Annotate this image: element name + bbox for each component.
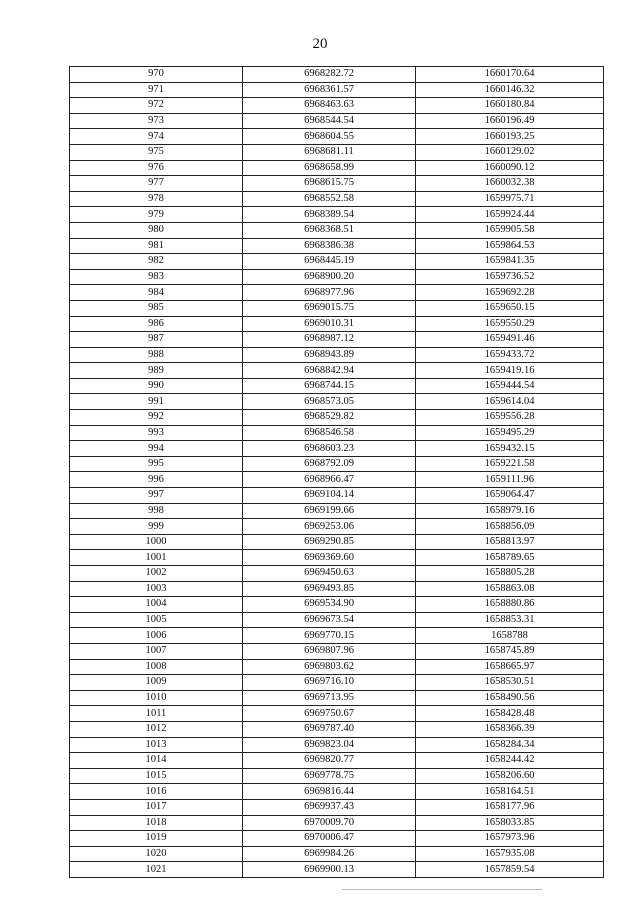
point-number-cell: 976 — [70, 160, 243, 176]
table-row — [70, 831, 604, 847]
y-coordinate-cell: 1658177.96 — [416, 799, 604, 815]
table-row — [70, 160, 604, 176]
table-row — [70, 566, 604, 582]
x-coordinate-cell: 6968552.58 — [243, 191, 416, 207]
point-number-cell: 989 — [70, 363, 243, 379]
y-coordinate-cell: 1657935.08 — [416, 846, 604, 862]
table-row — [70, 659, 604, 675]
x-coordinate-cell: 6968842.94 — [243, 363, 416, 379]
point-number-cell: 988 — [70, 347, 243, 363]
table-row — [70, 300, 604, 316]
table-row — [70, 690, 604, 706]
table-row — [70, 316, 604, 332]
table-row — [70, 597, 604, 613]
point-number-cell: 971 — [70, 82, 243, 98]
y-coordinate-cell: 1659064.47 — [416, 488, 604, 504]
y-coordinate-cell: 1658856.09 — [416, 519, 604, 535]
page-edge-mark — [342, 889, 542, 890]
point-number-cell: 1008 — [70, 659, 243, 675]
y-coordinate-cell: 1659614.04 — [416, 394, 604, 410]
y-coordinate-cell: 1659975.71 — [416, 191, 604, 207]
table-row — [70, 332, 604, 348]
x-coordinate-cell: 6969823.04 — [243, 737, 416, 753]
y-coordinate-cell: 1658805.28 — [416, 566, 604, 582]
x-coordinate-cell: 6969803.62 — [243, 659, 416, 675]
point-number-cell: 1001 — [70, 550, 243, 566]
table-row — [70, 238, 604, 254]
point-number-cell: 990 — [70, 378, 243, 394]
y-coordinate-cell: 1660090.12 — [416, 160, 604, 176]
point-number-cell: 993 — [70, 425, 243, 441]
table-row — [70, 191, 604, 207]
y-coordinate-cell: 1659692.28 — [416, 285, 604, 301]
x-coordinate-cell: 6968544.54 — [243, 113, 416, 129]
table-row — [70, 144, 604, 160]
x-coordinate-cell: 6968463.63 — [243, 98, 416, 114]
table-row — [70, 67, 604, 83]
x-coordinate-cell: 6969104.14 — [243, 488, 416, 504]
y-coordinate-cell: 1660196.49 — [416, 113, 604, 129]
x-coordinate-cell: 6968361.57 — [243, 82, 416, 98]
table-row — [70, 643, 604, 659]
y-coordinate-cell: 1659432.15 — [416, 441, 604, 457]
x-coordinate-cell: 6969010.31 — [243, 316, 416, 332]
y-coordinate-cell: 1658880.86 — [416, 597, 604, 613]
point-number-cell: 979 — [70, 207, 243, 223]
point-number-cell: 1012 — [70, 721, 243, 737]
y-coordinate-cell: 1658530.51 — [416, 675, 604, 691]
point-number-cell: 994 — [70, 441, 243, 457]
table-row — [70, 378, 604, 394]
point-number-cell: 995 — [70, 456, 243, 472]
x-coordinate-cell: 6968966.47 — [243, 472, 416, 488]
x-coordinate-cell: 6968900.20 — [243, 269, 416, 285]
x-coordinate-cell: 6968615.75 — [243, 176, 416, 192]
point-number-cell: 973 — [70, 113, 243, 129]
point-number-cell: 998 — [70, 503, 243, 519]
y-coordinate-cell: 1657973.96 — [416, 831, 604, 847]
table-row — [70, 113, 604, 129]
y-coordinate-cell: 1658366.39 — [416, 721, 604, 737]
x-coordinate-cell: 6969807.96 — [243, 643, 416, 659]
y-coordinate-cell: 1658979.16 — [416, 503, 604, 519]
table-row — [70, 425, 604, 441]
y-coordinate-cell: 1660129.02 — [416, 144, 604, 160]
table-row — [70, 799, 604, 815]
y-coordinate-cell: 1659111.96 — [416, 472, 604, 488]
point-number-cell: 1015 — [70, 768, 243, 784]
x-coordinate-cell: 6969984.26 — [243, 846, 416, 862]
x-coordinate-cell: 6968604.55 — [243, 129, 416, 145]
y-coordinate-cell: 1659650.15 — [416, 300, 604, 316]
table-row — [70, 503, 604, 519]
x-coordinate-cell: 6968529.82 — [243, 410, 416, 426]
y-coordinate-cell: 1659444.54 — [416, 378, 604, 394]
point-number-cell: 974 — [70, 129, 243, 145]
x-coordinate-cell: 6969820.77 — [243, 753, 416, 769]
point-number-cell: 985 — [70, 300, 243, 316]
x-coordinate-cell: 6969199.66 — [243, 503, 416, 519]
y-coordinate-cell: 1658428.48 — [416, 706, 604, 722]
y-coordinate-cell: 1657859.54 — [416, 862, 604, 878]
x-coordinate-cell: 6970009.70 — [243, 815, 416, 831]
point-number-cell: 984 — [70, 285, 243, 301]
coordinates-table-body — [70, 67, 604, 878]
y-coordinate-cell: 1659433.72 — [416, 347, 604, 363]
page-number: 20 — [312, 36, 328, 52]
point-number-cell: 991 — [70, 394, 243, 410]
point-number-cell: 978 — [70, 191, 243, 207]
table-row — [70, 347, 604, 363]
x-coordinate-cell: 6969493.85 — [243, 581, 416, 597]
y-coordinate-cell: 1660180.84 — [416, 98, 604, 114]
table-row — [70, 472, 604, 488]
point-number-cell: 970 — [70, 67, 243, 83]
x-coordinate-cell: 6969937.43 — [243, 799, 416, 815]
x-coordinate-cell: 6968943.89 — [243, 347, 416, 363]
point-number-cell: 1018 — [70, 815, 243, 831]
table-row — [70, 222, 604, 238]
x-coordinate-cell: 6969816.44 — [243, 784, 416, 800]
point-number-cell: 1011 — [70, 706, 243, 722]
point-number-cell: 1002 — [70, 566, 243, 582]
point-number-cell: 980 — [70, 222, 243, 238]
table-row — [70, 550, 604, 566]
y-coordinate-cell: 1658490.56 — [416, 690, 604, 706]
y-coordinate-cell: 1659491.46 — [416, 332, 604, 348]
x-coordinate-cell: 6968546.58 — [243, 425, 416, 441]
x-coordinate-cell: 6969290.85 — [243, 534, 416, 550]
table-row — [70, 519, 604, 535]
point-number-cell: 1017 — [70, 799, 243, 815]
table-row — [70, 269, 604, 285]
table-row — [70, 784, 604, 800]
y-coordinate-cell: 1658284.34 — [416, 737, 604, 753]
y-coordinate-cell: 1659221.58 — [416, 456, 604, 472]
x-coordinate-cell: 6969787.40 — [243, 721, 416, 737]
table-row — [70, 410, 604, 426]
point-number-cell: 997 — [70, 488, 243, 504]
x-coordinate-cell: 6969369.60 — [243, 550, 416, 566]
x-coordinate-cell: 6969450.63 — [243, 566, 416, 582]
table-row — [70, 456, 604, 472]
point-number-cell: 1003 — [70, 581, 243, 597]
point-number-cell: 1009 — [70, 675, 243, 691]
table-row — [70, 612, 604, 628]
x-coordinate-cell: 6968658.99 — [243, 160, 416, 176]
point-number-cell: 1021 — [70, 862, 243, 878]
y-coordinate-cell: 1658033.85 — [416, 815, 604, 831]
table-row — [70, 862, 604, 878]
table-row — [70, 628, 604, 644]
table-row — [70, 675, 604, 691]
point-number-cell: 1005 — [70, 612, 243, 628]
table-row — [70, 363, 604, 379]
table-row — [70, 394, 604, 410]
x-coordinate-cell: 6968386.38 — [243, 238, 416, 254]
y-coordinate-cell: 1659556.28 — [416, 410, 604, 426]
x-coordinate-cell: 6969534.90 — [243, 597, 416, 613]
y-coordinate-cell: 1658745.89 — [416, 643, 604, 659]
y-coordinate-cell: 1660032.38 — [416, 176, 604, 192]
y-coordinate-cell: 1658206.60 — [416, 768, 604, 784]
x-coordinate-cell: 6969015.75 — [243, 300, 416, 316]
y-coordinate-cell: 1660193.25 — [416, 129, 604, 145]
x-coordinate-cell: 6969778.75 — [243, 768, 416, 784]
table-row — [70, 441, 604, 457]
point-number-cell: 977 — [70, 176, 243, 192]
table-row — [70, 176, 604, 192]
x-coordinate-cell: 6968792.09 — [243, 456, 416, 472]
point-number-cell: 996 — [70, 472, 243, 488]
point-number-cell: 982 — [70, 254, 243, 270]
x-coordinate-cell: 6969253.06 — [243, 519, 416, 535]
y-coordinate-cell: 1658789.65 — [416, 550, 604, 566]
coordinates-table — [69, 66, 604, 878]
x-coordinate-cell: 6968282.72 — [243, 67, 416, 83]
point-number-cell: 1007 — [70, 643, 243, 659]
x-coordinate-cell: 6969713.95 — [243, 690, 416, 706]
y-coordinate-cell: 1659495.29 — [416, 425, 604, 441]
point-number-cell: 1010 — [70, 690, 243, 706]
y-coordinate-cell: 1660146.32 — [416, 82, 604, 98]
point-number-cell: 1013 — [70, 737, 243, 753]
point-number-cell: 975 — [70, 144, 243, 160]
table-row — [70, 706, 604, 722]
table-row — [70, 846, 604, 862]
point-number-cell: 1000 — [70, 534, 243, 550]
point-number-cell: 983 — [70, 269, 243, 285]
y-coordinate-cell: 1660170.64 — [416, 67, 604, 83]
x-coordinate-cell: 6968573.05 — [243, 394, 416, 410]
y-coordinate-cell: 1658813.97 — [416, 534, 604, 550]
y-coordinate-cell: 1658244.42 — [416, 753, 604, 769]
table-row — [70, 207, 604, 223]
table-row — [70, 82, 604, 98]
x-coordinate-cell: 6968681.11 — [243, 144, 416, 160]
y-coordinate-cell: 1659864.53 — [416, 238, 604, 254]
table-row — [70, 753, 604, 769]
point-number-cell: 992 — [70, 410, 243, 426]
table-row — [70, 581, 604, 597]
point-number-cell: 972 — [70, 98, 243, 114]
point-number-cell: 981 — [70, 238, 243, 254]
point-number-cell: 986 — [70, 316, 243, 332]
table-row — [70, 254, 604, 270]
y-coordinate-cell: 1658665.97 — [416, 659, 604, 675]
y-coordinate-cell: 1659905.58 — [416, 222, 604, 238]
y-coordinate-cell: 1659736.52 — [416, 269, 604, 285]
y-coordinate-cell: 1659419.16 — [416, 363, 604, 379]
y-coordinate-cell: 1658853.31 — [416, 612, 604, 628]
table-row — [70, 737, 604, 753]
y-coordinate-cell: 1658863.08 — [416, 581, 604, 597]
x-coordinate-cell: 6969716.10 — [243, 675, 416, 691]
table-row — [70, 129, 604, 145]
x-coordinate-cell: 6968987.12 — [243, 332, 416, 348]
point-number-cell: 1014 — [70, 753, 243, 769]
point-number-cell: 1019 — [70, 831, 243, 847]
y-coordinate-cell: 1659841.35 — [416, 254, 604, 270]
x-coordinate-cell: 6968389.54 — [243, 207, 416, 223]
y-coordinate-cell: 1658164.51 — [416, 784, 604, 800]
table-row — [70, 488, 604, 504]
table-row — [70, 534, 604, 550]
x-coordinate-cell: 6968744.15 — [243, 378, 416, 394]
x-coordinate-cell: 6968977.96 — [243, 285, 416, 301]
point-number-cell: 987 — [70, 332, 243, 348]
x-coordinate-cell: 6969750.67 — [243, 706, 416, 722]
table-row — [70, 815, 604, 831]
y-coordinate-cell: 1659924.44 — [416, 207, 604, 223]
table-row — [70, 98, 604, 114]
table-row — [70, 721, 604, 737]
x-coordinate-cell: 6969673.54 — [243, 612, 416, 628]
y-coordinate-cell: 1659550.29 — [416, 316, 604, 332]
x-coordinate-cell: 6969770.15 — [243, 628, 416, 644]
x-coordinate-cell: 6970006.47 — [243, 831, 416, 847]
x-coordinate-cell: 6968603.23 — [243, 441, 416, 457]
point-number-cell: 1016 — [70, 784, 243, 800]
table-row — [70, 768, 604, 784]
point-number-cell: 1006 — [70, 628, 243, 644]
x-coordinate-cell: 6968445.19 — [243, 254, 416, 270]
x-coordinate-cell: 6968368.51 — [243, 222, 416, 238]
point-number-cell: 999 — [70, 519, 243, 535]
y-coordinate-cell: 1658788 — [416, 628, 604, 644]
point-number-cell: 1004 — [70, 597, 243, 613]
x-coordinate-cell: 6969900.13 — [243, 862, 416, 878]
table-row — [70, 285, 604, 301]
point-number-cell: 1020 — [70, 846, 243, 862]
